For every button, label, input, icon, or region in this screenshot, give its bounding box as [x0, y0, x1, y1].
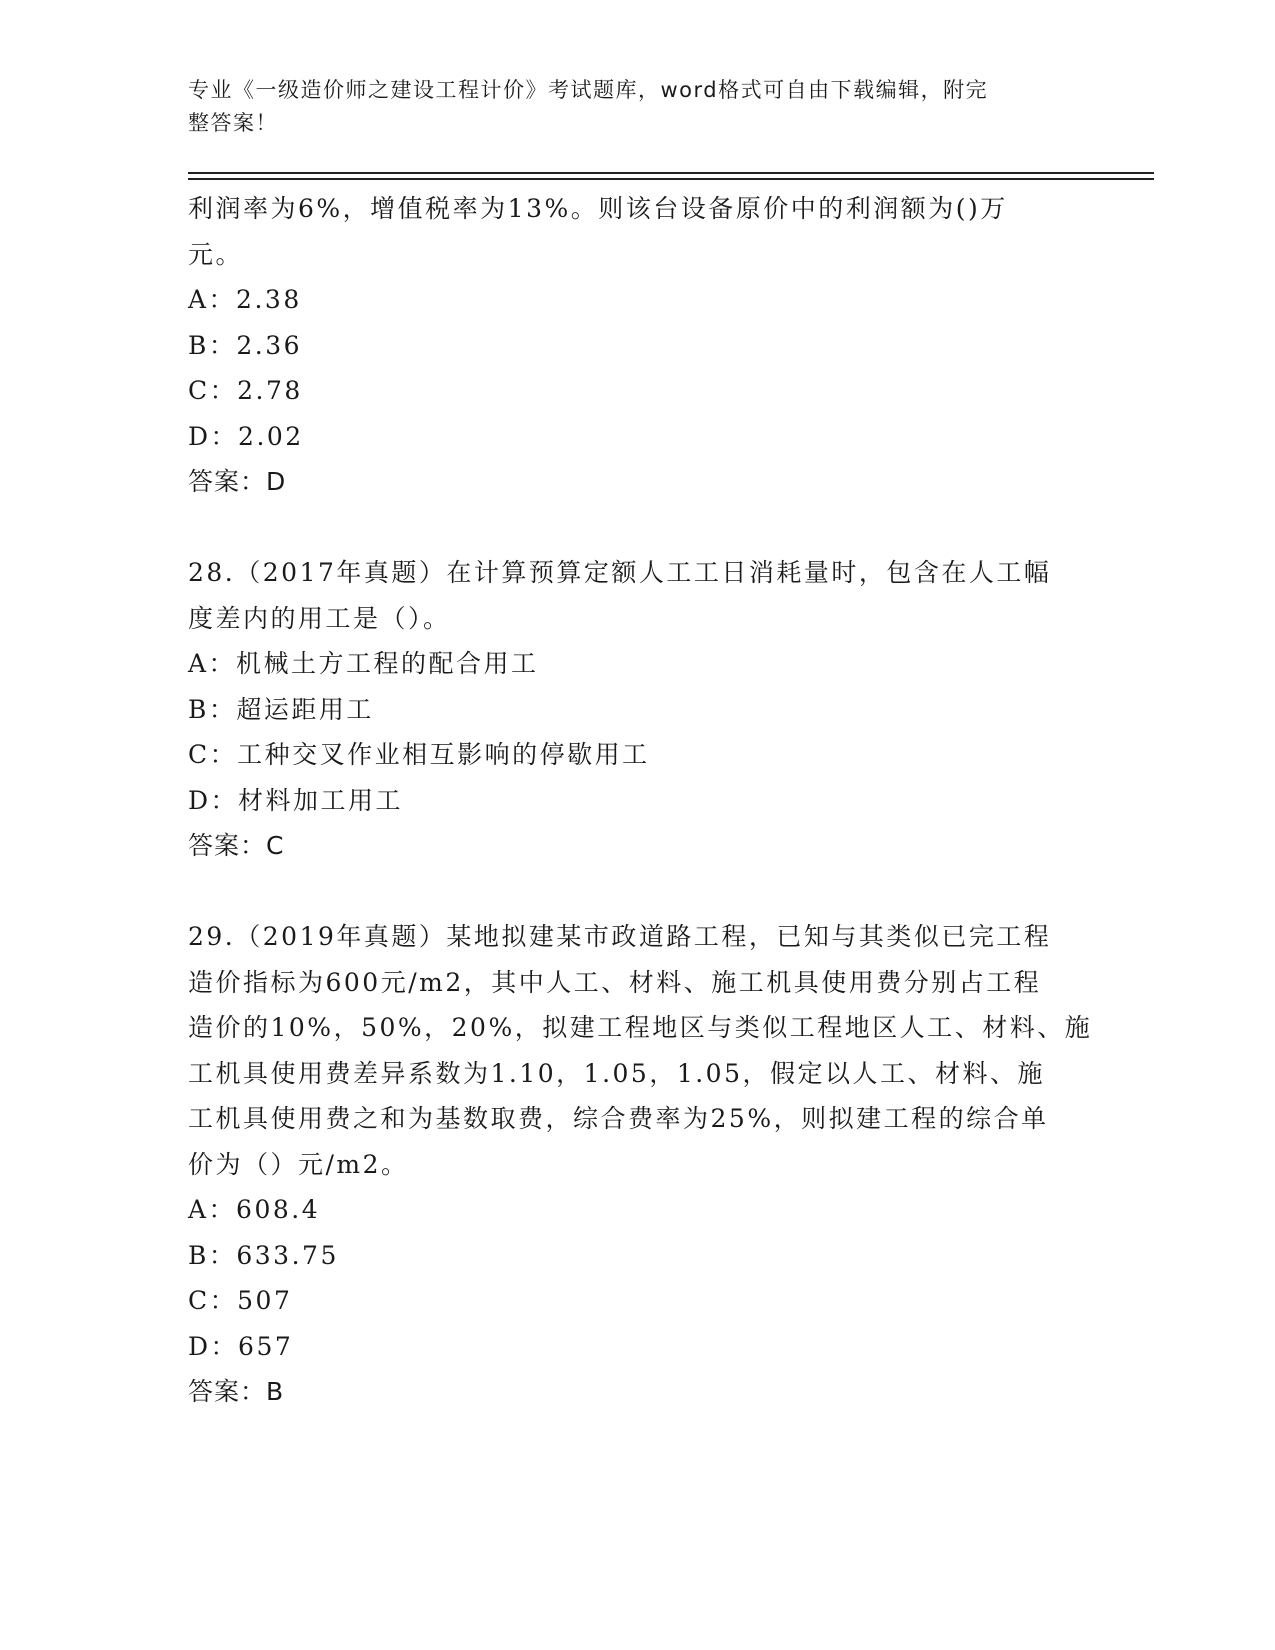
option-d: D：657: [188, 1331, 294, 1361]
question-text-line: 28.（2017年真题）在计算预算定额人工工日消耗量时，包含在人工幅: [188, 558, 1052, 587]
option-b: B：2.36: [188, 330, 303, 360]
option-a: A：608.4: [188, 1195, 321, 1224]
option-c: C：2.78: [188, 376, 303, 405]
document-header: [188, 74, 1058, 140]
header-line-2: 整答案！: [188, 111, 278, 135]
option-c: C：507: [188, 1286, 293, 1315]
question-text-line: 元。: [188, 239, 244, 269]
question-27-tail: [188, 186, 1108, 505]
answer-line: 答案：C: [188, 831, 285, 860]
option-a: A：机械土方工程的配合用工: [188, 649, 539, 678]
question-text-line: 造价指标为600元/m2，其中人工、材料、施工机具使用费分别占工程: [188, 967, 1042, 997]
question-text-line: 度差内的用工是（）。: [188, 603, 451, 633]
question-content: [188, 186, 1108, 1415]
header-divider-bottom: [188, 178, 1154, 180]
option-d: D：材料加工用工: [188, 785, 404, 815]
header-line-1: 专业《一级造价师之建设工程计价》考试题库，word格式可自由下载编辑，附完: [188, 78, 989, 102]
option-b: B：633.75: [188, 1240, 339, 1270]
option-c: C：工种交叉作业相互影响的停歇用工: [188, 740, 650, 769]
question-29: [188, 914, 1108, 1415]
question-text-line: 利润率为6%，增值税率为13%。则该台设备原价中的利润额为()万: [188, 194, 1008, 223]
option-d: D：2.02: [188, 421, 304, 451]
answer-line: 答案：D: [188, 467, 287, 496]
question-spacer: [188, 505, 1108, 551]
question-spacer: [188, 869, 1108, 915]
header-divider-top: [188, 172, 1154, 174]
question-text-line: 工机具使用费之和为基数取费，综合费率为25%，则拟建工程的综合单: [188, 1104, 1049, 1133]
question-text-line: 29.（2019年真题）某地拟建某市政道路工程，已知与其类似已完工程: [188, 922, 1052, 951]
option-b: B：超运距用工: [188, 694, 374, 724]
question-text-line: 价为（）元/m2。: [188, 1149, 409, 1179]
answer-line: 答案：B: [188, 1377, 285, 1406]
question-text-line: 造价的10%，50%，20%，拟建工程地区与类似工程地区人工、材料、施: [188, 1013, 1093, 1042]
question-28: [188, 550, 1108, 869]
option-a: A：2.38: [188, 285, 302, 314]
question-text-line: 工机具使用费差异系数为1.10，1.05，1.05，假定以人工、材料、施: [188, 1058, 1045, 1088]
